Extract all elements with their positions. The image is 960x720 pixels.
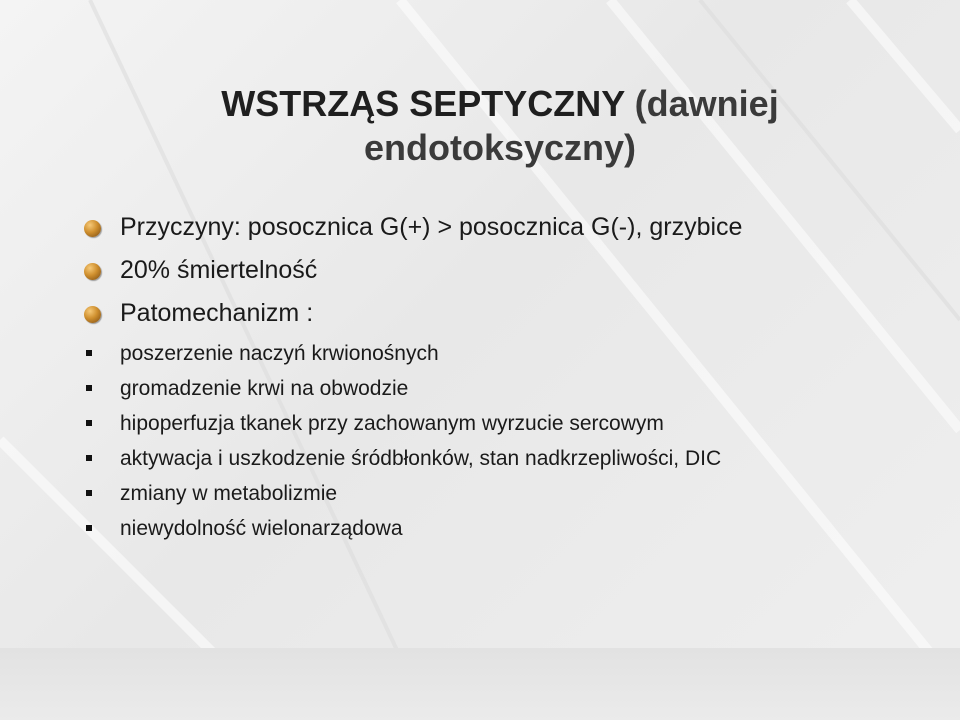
bullet-list [84, 210, 944, 549]
square-bullet-icon [86, 490, 92, 496]
orange-ball-bullet-icon [84, 263, 101, 280]
list-item-text: gromadzenie krwi na obwodzie [120, 377, 409, 400]
slide-title [150, 82, 850, 170]
orange-ball-bullet-icon [84, 220, 101, 237]
square-bullet-icon [86, 350, 92, 356]
list-item [84, 374, 944, 403]
square-bullet-icon [86, 455, 92, 461]
list-item [84, 210, 944, 245]
list-item [84, 514, 944, 543]
list-item-text: niewydolność wielonarządowa [120, 517, 403, 540]
list-item [84, 479, 944, 508]
list-item-text: hipoperfuzja tkanek przy zachowanym wyrzucie sercowym [120, 412, 664, 435]
list-item-text: poszerzenie naczyń krwionośnych [120, 342, 439, 365]
list-item-text: Przyczyny: posocznica G(+) > posocznica G(-), grzybice [120, 213, 743, 241]
title-main: WSTRZĄS SEPTYCZNY [221, 83, 625, 124]
list-item-text: 20% śmiertelność [120, 256, 318, 284]
list-item [84, 409, 944, 438]
orange-ball-bullet-icon [84, 306, 101, 323]
list-item-text: Patomechanizm : [120, 299, 314, 327]
square-bullet-icon [86, 525, 92, 531]
list-item [84, 444, 944, 473]
bottom-band [0, 648, 960, 720]
list-item-text: zmiany w metabolizmie [120, 482, 338, 505]
list-item [84, 296, 944, 331]
title-sub: (dawniej endotoksyczny) [363, 83, 779, 168]
square-bullet-icon [86, 420, 92, 426]
list-item [84, 339, 944, 368]
list-item-text: aktywacja i uszkodzenie śródbłonków, stan nadkrzepliwości, DIC [120, 447, 722, 470]
list-item [84, 253, 944, 288]
square-bullet-icon [86, 385, 92, 391]
